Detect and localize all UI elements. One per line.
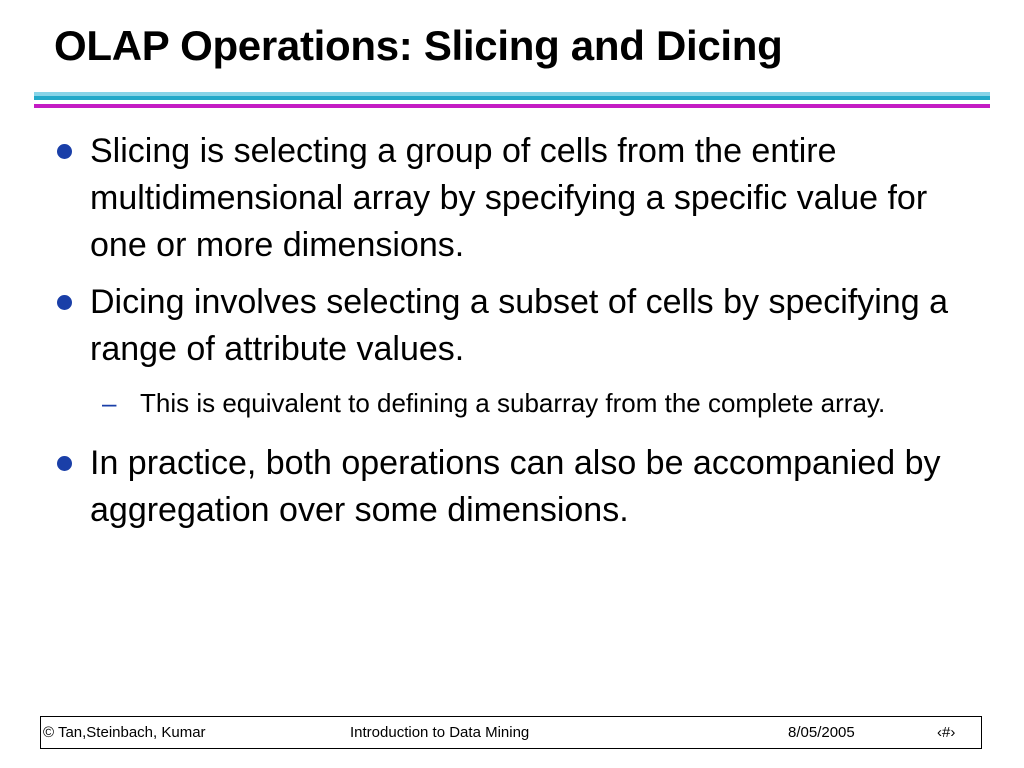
dash-icon: –	[102, 388, 117, 418]
slide-body	[54, 128, 984, 544]
footer-page-number: ‹#›	[937, 724, 956, 741]
bullet-item	[54, 279, 984, 373]
footer-date: 8/05/2005	[788, 724, 855, 741]
slide-footer	[40, 716, 982, 749]
sub-bullet-item	[54, 383, 984, 424]
footer-course-title: Introduction to Data Mining	[350, 724, 530, 741]
title-rule-teal	[34, 96, 990, 100]
bullet-dot-icon	[57, 144, 72, 159]
bullet-dot-icon	[57, 295, 72, 310]
bullet-text: Slicing is selecting a group of cells from the entire multidimensional array by specifying a specific value for one or more dimensions.	[90, 132, 928, 264]
sub-bullet-text: This is equivalent to defining a subarray from the complete array.	[140, 388, 886, 418]
footer-copyright: © Tan,Steinbach, Kumar	[43, 724, 206, 741]
bullet-text: Dicing involves selecting a subset of cells by specifying a range of attribute values.	[90, 283, 948, 368]
bullet-dot-icon	[57, 456, 72, 471]
slide-title: OLAP Operations: Slicing and Dicing	[54, 22, 783, 69]
bullet-item	[54, 128, 984, 269]
bullet-item	[54, 440, 984, 534]
bullet-text: In practice, both operations can also be accompanied by aggregation over some dimensions.	[90, 444, 941, 529]
title-rule-magenta	[34, 104, 990, 108]
